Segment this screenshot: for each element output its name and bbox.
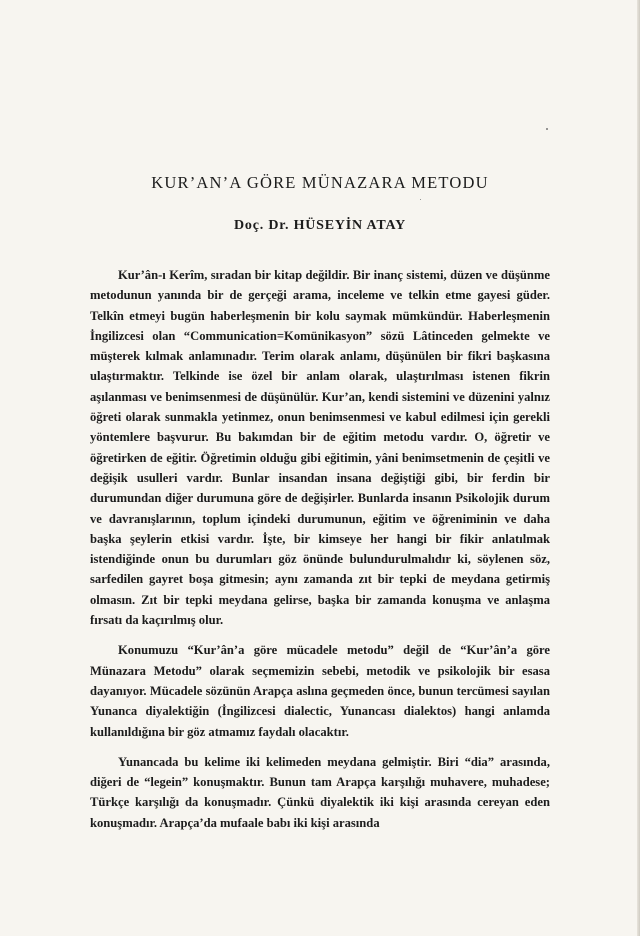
article-author: Doç. Dr. HÜSEYİN ATAY bbox=[234, 218, 406, 233]
paragraph: Yunancada bu kelime iki kelimeden meydana gelmiştir. Biri “dia” arasında, diğeri de “legein” konuşmaktır. Bunun tam Arapça karşılığı muhavere, muhadese; Türkçe karşılığı da konuşmadır. Çünkü diyalektik iki kişi arasında cereyan eden konuşmadır. Arapça’da mufaale babı iki kişi arasında bbox=[90, 754, 550, 830]
paragraph: Konumuzu “Kur’ân’a göre mücadele metodu” değil de “Kur’ân’a göre Münazara Metodu” olarak seçmemizin sebebi, metodik ve psikolojik bir esasa dayanıyor. Mücadele sözünün Arapça aslına geçmeden önce, bunun tercümesi sayılan Yunanca diyalektiğin (İngilizcesi dialectic, Yunancası dialektos) hangi anlamda kullanıldığına bir göz atmamız faydalı olacaktır. bbox=[90, 643, 550, 739]
article-body bbox=[90, 265, 550, 843]
scan-speck bbox=[546, 128, 548, 130]
paragraph: Kur’ân-ı Kerîm, sıradan bir kitap değildir. Bir inanç sistemi, düzen ve düşünme metodunun yanında bir de gerçeği arama, inceleme ve telkin etme gayesi güder. Telkîn etmeyi bugün haberleşmenin bir kolu saymak mümkündür. Haberleşmenin İngilizcesi olan “Communication=Komünikasyon” sözü Lâtinceden gelmekte ve müşterek kılmak anlamınadır. Terim olarak anlamı, düşünülen bir fikri başkasına ulaştırmaktır. Telkinde ise özel bir anlam olarak, ulaştırılması istenen fikrin aşılanması ve benimsenmesi de düşünülür. Kur’an, kendi sistemini ve düzenini yalnız öğreti olarak sunmakla yetinmez, onun benimsenmesi ve kabul edilmesi için gerekli yöntemlere başvurur. Bu bakımdan bir de eğitim metodu vardır. O, öğretir ve öğretirken de eğitir. Öğretimin olduğu gibi eğitimin, yâni benimsetmenin de çeşitli ve değişik usulleri vardır. Bunlar insandan insana değiştiği gibi, bir ferdin bir durumundan diğer durumuna göre de değişirler. Bunlarda insanın Psikolojik durum ve davranışlarının, toplum içindeki durumunun, eğitim ve öğreniminin ve daha başka şeylerin etkisi vardır. İşte, bir kimseye her hangi bir fikir anlatılmak istendiğinde onun bu durumları göz önünde bulundurulmalıdır ki, söylenen söz, sarfedilen gayret boşa gitmesin; aynı zamanda zıt bir tepki de meydana getirmiş olmasın. Zıt bir tepki meydana gelirse, başka bir zamanda konuşma ve anlaşma fırsatı da kaçırılmış olur. bbox=[90, 268, 550, 628]
scan-speck bbox=[420, 199, 421, 200]
article-title: KUR’AN’A GÖRE MÜNAZARA METODU bbox=[151, 173, 489, 192]
